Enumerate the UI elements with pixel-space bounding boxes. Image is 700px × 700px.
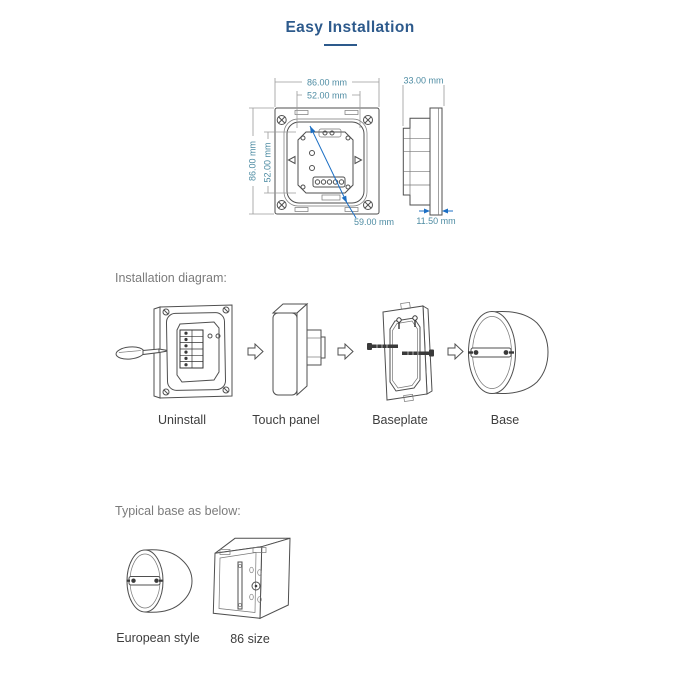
step-label-baseplate: Baseplate bbox=[372, 413, 428, 427]
dim-inner-width: 52.00 mm bbox=[306, 90, 348, 101]
side-view-drawing bbox=[403, 108, 442, 215]
installation-heading: Installation diagram: bbox=[115, 271, 227, 285]
touch-panel-figure bbox=[273, 304, 325, 395]
dimension-drawing bbox=[238, 58, 483, 238]
dim-inner-height: 52.00 mm bbox=[262, 142, 273, 183]
base-figure bbox=[468, 311, 548, 393]
step-label-base: Base bbox=[490, 413, 520, 427]
uninstall-figure bbox=[116, 305, 232, 398]
base-label-european-style: European style bbox=[116, 631, 200, 645]
step-label-touch-panel: Touch panel bbox=[252, 413, 320, 427]
title-underline bbox=[324, 44, 357, 46]
dim-panel-thickness: 11.50 mm bbox=[416, 216, 456, 226]
european-style-base-figure bbox=[127, 550, 193, 613]
dim-left-height: 86.00 mm bbox=[247, 140, 258, 182]
typical-base-figure bbox=[110, 535, 310, 635]
step-arrow-icon bbox=[448, 344, 463, 359]
page-title: Easy Installation bbox=[285, 19, 415, 36]
dim-diagonal: 59.00 mm bbox=[353, 217, 395, 227]
typical-base-heading: Typical base as below: bbox=[115, 504, 241, 518]
dim-depth: 33.00 mm bbox=[403, 75, 444, 86]
step-arrow-icon bbox=[248, 344, 263, 359]
size-86-box-figure bbox=[213, 538, 290, 618]
installation-steps-figure bbox=[110, 292, 560, 417]
dim-top-width: 86.00 mm bbox=[306, 77, 348, 88]
baseplate-figure bbox=[367, 302, 434, 401]
step-label-uninstall: Uninstall bbox=[158, 413, 206, 427]
step-arrow-icon bbox=[338, 344, 353, 359]
terminal-block bbox=[180, 330, 203, 368]
base-label-86-size: 86 size bbox=[230, 632, 270, 646]
